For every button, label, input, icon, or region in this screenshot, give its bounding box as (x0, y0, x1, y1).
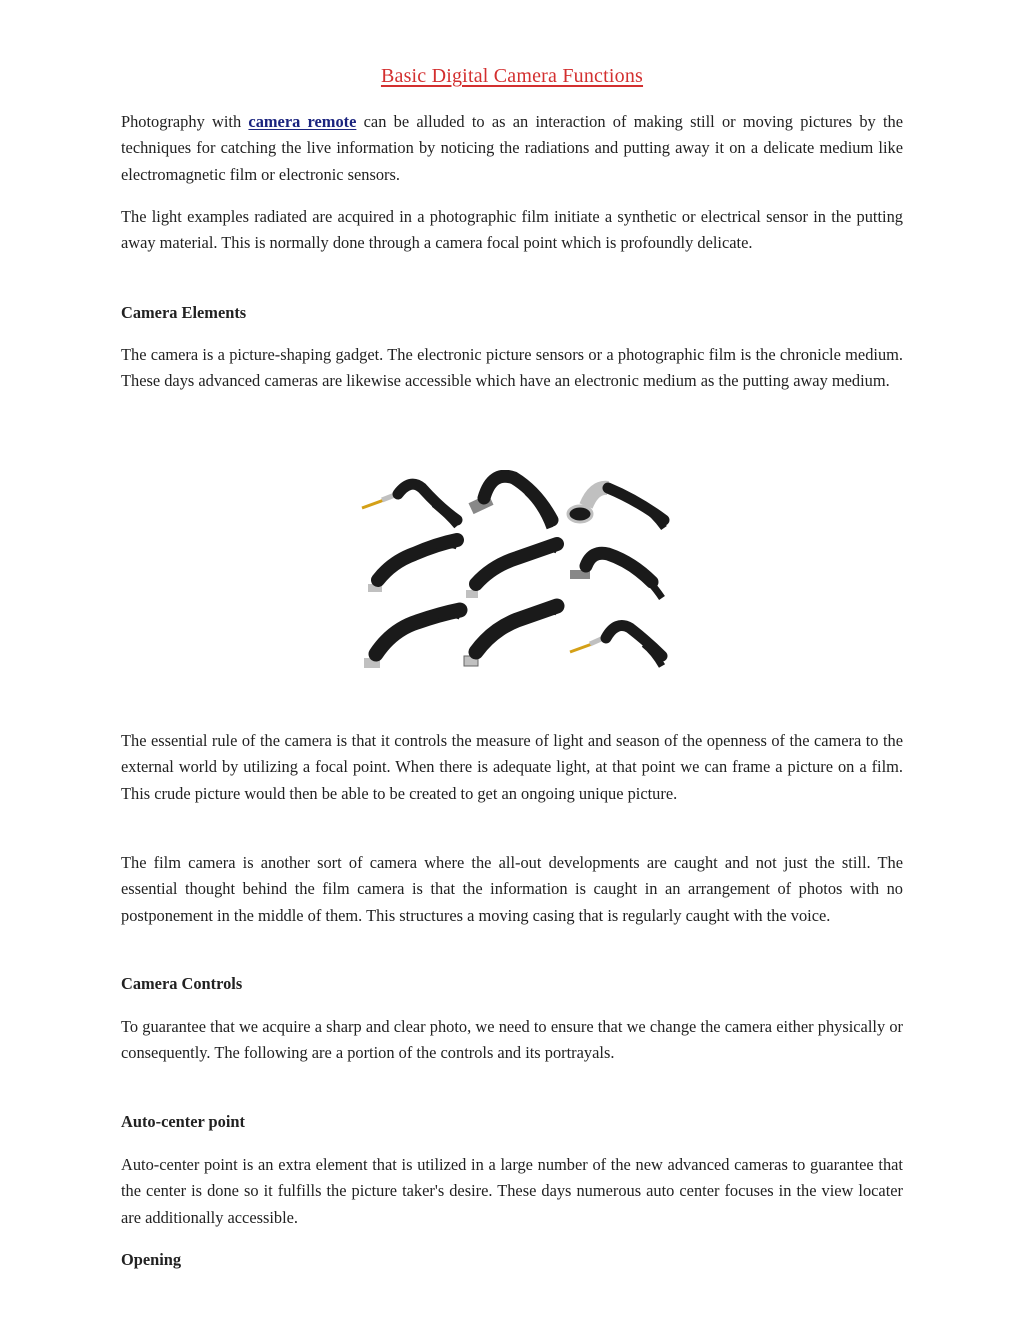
auto-center-paragraph: Auto-center point is an extra element that is utilized in a large number of the new advanced cameras to guarantee that the center is done so it fulfills the picture taker's desire. These days numerous auto center focuses in the view locater are additionally accessible. (121, 1155, 903, 1227)
heading-camera-elements: Camera Elements (121, 303, 247, 322)
cable-connector-1 (362, 484, 457, 526)
cable-connector-8 (464, 606, 557, 666)
camera-controls-paragraph: To guarantee that we acquire a sharp and clear photo, we need to ensure that we change the camera either physically or consequently. The following are a portion of the controls and its portrayals. (121, 1017, 903, 1063)
cable-connector-5 (466, 544, 557, 598)
essential-rule-paragraph: The essential rule of the camera is that it controls the measure of light and season of the openness of the camera to the external world by utilizing a focal point. When there is adequate light, at that point we can frame a picture on a film. This crude picture would then be able to be created to get an ongoing unique picture. (121, 731, 903, 803)
heading-opening: Opening (121, 1250, 182, 1269)
film-camera-paragraph: The film camera is another sort of camera where the all-out developments are caught and not just the still. The essential thought behind the film camera is that the information is caught in an arrangement of photos with no postponement in the middle of them. This structures a moving casing that is regularly caught with the voice. (121, 853, 903, 925)
heading-auto-center-point: Auto-center point (121, 1112, 245, 1131)
camera-elements-paragraph: The camera is a picture-shaping gadget. The electronic picture sensors or a photographic film is the chronicle medium. These days advanced cameras are likewise accessible which have an electronic medium as the putting away medium. (121, 345, 903, 391)
camera-remote-link[interactable]: camera remote (248, 112, 357, 131)
cable-connector-9 (570, 626, 662, 666)
intro-text-after-link: can be alluded to as an interaction of making still or moving pictures by the techniques for catching the live information by noticing the radiations and putting away it on a delicate medium like electromagnetic film or electronic sensors. (121, 112, 903, 184)
camera-remote-cables-image (352, 470, 672, 675)
cable-connector-2 (468, 476, 552, 528)
intro-text-before-link: Photography with (121, 112, 249, 131)
heading-camera-controls: Camera Controls (121, 974, 243, 993)
page-title: Basic Digital Camera Functions (380, 65, 644, 87)
cable-connector-6 (570, 553, 662, 598)
cable-connector-3 (568, 488, 664, 528)
intro-paragraph (121, 109, 903, 188)
cable-connector-7 (364, 610, 460, 668)
camera-remote-cables-icon (352, 470, 672, 675)
cable-connector-4 (368, 540, 457, 592)
light-examples-paragraph: The light examples radiated are acquired in a photographic film initiate a synthetic or electrical sensor in the putting away material. This is normally done through a camera focal point which is profoundly delicate. (121, 207, 903, 253)
